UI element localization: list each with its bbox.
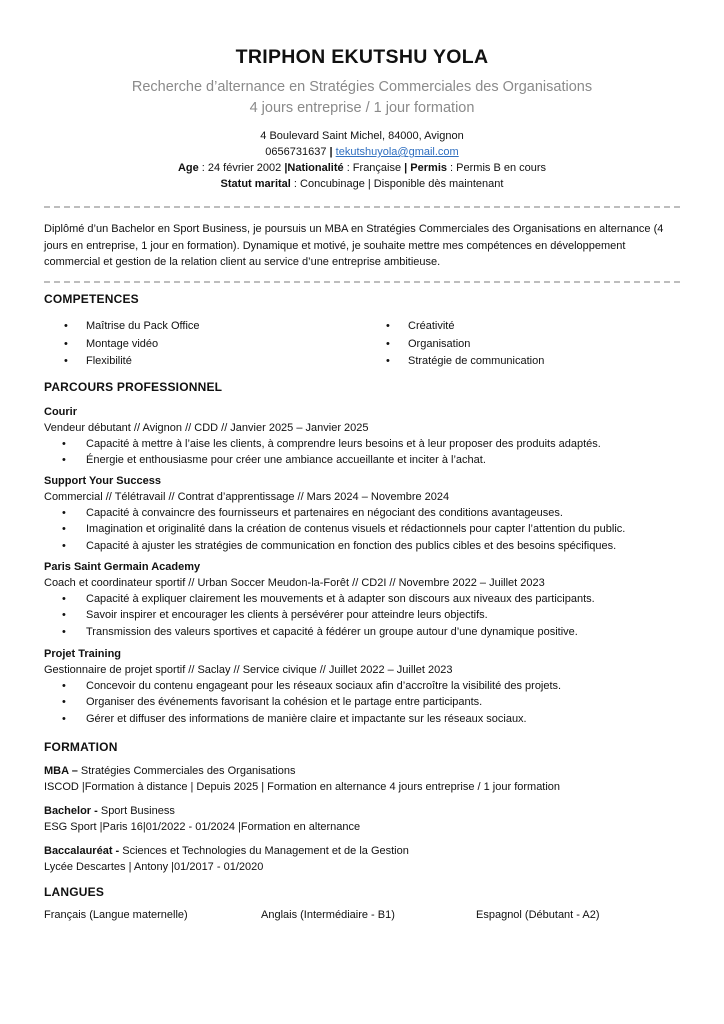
- skills-column-2: [386, 318, 686, 371]
- section-title-langues: LANGUES: [44, 885, 105, 899]
- company-name: Support Your Success: [44, 475, 161, 487]
- divider-top: [44, 206, 680, 208]
- address: 4 Boulevard Saint Michel, 84000, Avignon: [260, 130, 464, 142]
- permis-label: | Permis: [404, 162, 447, 174]
- job-bullet: • Énergie et enthousiasme pour créer une ambiance accueillante et inciter à l’achat.: [44, 452, 684, 468]
- job-bullet: • Organiser des événements favorisant la cohésion et le partage entre participants.: [44, 694, 684, 710]
- age-label: Age: [177, 162, 199, 174]
- job-bullet: • Capacité à expliquer clairement les mouvements et à adapter son discours aux niveaux des participants.: [44, 591, 684, 607]
- email-link[interactable]: tekutshuyola@gmail.com: [335, 146, 459, 158]
- job-role: Gestionnaire de projet sportif // Saclay // Service civique // Juillet 2022 – Juillet 2023: [44, 664, 453, 676]
- section-title-competences: COMPETENCES: [44, 292, 139, 306]
- education-entry: [44, 803, 684, 835]
- degree-field: Sciences et Technologies du Management et de la Gestion: [119, 845, 409, 857]
- skill-item: • Organisation: [386, 336, 686, 354]
- status-line: [0, 178, 724, 190]
- job-role: Coach et coordinateur sportif // Urban Soccer Meudon-la-Forêt // CD2I // Novembre 2022 – Juillet 2023: [44, 577, 545, 589]
- degree-field: Sport Business: [97, 805, 175, 817]
- job-bullet: • Concevoir du contenu engageant pour les réseaux sociaux afin d’accroître la visibilité des projets.: [44, 678, 684, 694]
- degree-name: MBA –: [44, 765, 78, 777]
- skill-item: • Maîtrise du Pack Office: [64, 318, 364, 336]
- job-entry: [44, 559, 684, 640]
- job-bullet: • Capacité à convaincre des fournisseurs et partenaires en négociant des conditions avantageuses.: [44, 505, 684, 521]
- degree-name: Baccalauréat -: [44, 845, 120, 857]
- job-bullet: • Savoir inspirer et encourager les clients à persévérer pour atteindre leurs objectifs.: [44, 607, 684, 623]
- phone-email-line: [0, 146, 724, 158]
- separator: |: [326, 146, 336, 158]
- nationality-label: |Nationalité: [284, 162, 344, 174]
- work-rhythm: 4 jours entreprise / 1 jour formation: [249, 100, 475, 116]
- job-bullet: • Gérer et diffuser des informations de manière claire et impactante sur les réseaux sociaux.: [44, 711, 684, 727]
- profile-summary: Diplômé d’un Bachelor en Sport Business, je poursuis un MBA en Stratégies Commerciales des Organisations en alternance (4 jours en entreprise, 1 jour en formation). Dynamique et motivé, je souhaite mettre mes compétences en développement commercial et gestion de la relation client au service d’une entreprise ambitieuse.: [44, 223, 664, 268]
- job-search-title: Recherche d’alternance en Stratégies Commerciales des Organisations: [131, 79, 593, 95]
- job-entry: [44, 646, 684, 727]
- job-role: Vendeur débutant // Avignon // CDD // Janvier 2025 – Janvier 2025: [44, 422, 369, 434]
- status-label: Statut marital: [220, 178, 291, 190]
- divider-bottom: [44, 281, 680, 283]
- section-title-formation: FORMATION: [44, 740, 118, 754]
- section-title-parcours: PARCOURS PROFESSIONNEL: [44, 380, 223, 394]
- candidate-name: TRIPHON EKUTSHU YOLA: [235, 46, 489, 68]
- language-item: Anglais (Intermédiaire - B1): [261, 909, 395, 921]
- job-bullet: • Transmission des valeurs sportives et capacité à fédérer un groupe autour d’une dynamique positive.: [44, 624, 684, 640]
- job-bullet: • Capacité à mettre à l’aise les clients, à comprendre leurs besoins et à leur proposer des produits adaptés.: [44, 436, 684, 452]
- language-item: Français (Langue maternelle): [44, 909, 188, 921]
- degree-detail: Lycée Descartes | Antony |01/2017 - 01/2020: [44, 861, 264, 873]
- job-entry: [44, 404, 684, 469]
- nationality-value: : Française: [343, 162, 405, 174]
- permis-value: : Permis B en cours: [447, 162, 547, 174]
- skill-item: • Montage vidéo: [64, 336, 364, 354]
- job-bullet: • Capacité à ajuster les stratégies de communication en fonction des publics cibles et des besoins spécifiques.: [44, 538, 684, 554]
- language-item: Espagnol (Débutant - A2): [476, 909, 600, 921]
- degree-field: Stratégies Commerciales des Organisations: [77, 765, 296, 777]
- degree-detail: ESG Sport |Paris 16|01/2022 - 01/2024 |Formation en alternance: [44, 821, 361, 833]
- degree-detail: ISCOD |Formation à distance | Depuis 2025 | Formation en alternance 4 jours entreprise / 1 jour formation: [44, 781, 561, 793]
- skills-column-1: [64, 318, 364, 371]
- job-role: Commercial // Télétravail // Contrat d’apprentissage // Mars 2024 – Novembre 2024: [44, 491, 450, 503]
- personal-info-line: [0, 162, 724, 174]
- skill-item: • Créativité: [386, 318, 686, 336]
- status-value: : Concubinage | Disponible dès maintenant: [290, 178, 504, 190]
- job-bullet: • Imagination et originalité dans la création de contenus visuels et rédactionnels pour capter l’attention du public.: [44, 521, 684, 537]
- skill-item: • Stratégie de communication: [386, 353, 686, 371]
- age-value: : 24 février 2002: [198, 162, 285, 174]
- education-entry: [44, 843, 684, 875]
- company-name: Projet Training: [44, 648, 122, 660]
- degree-name: Bachelor -: [44, 805, 98, 817]
- job-entry: [44, 473, 684, 554]
- company-name: Courir: [44, 406, 77, 418]
- skill-item: • Flexibilité: [64, 353, 364, 371]
- company-name: Paris Saint Germain Academy: [44, 561, 201, 573]
- education-entry: [44, 763, 684, 795]
- phone: 0656731637: [265, 146, 327, 158]
